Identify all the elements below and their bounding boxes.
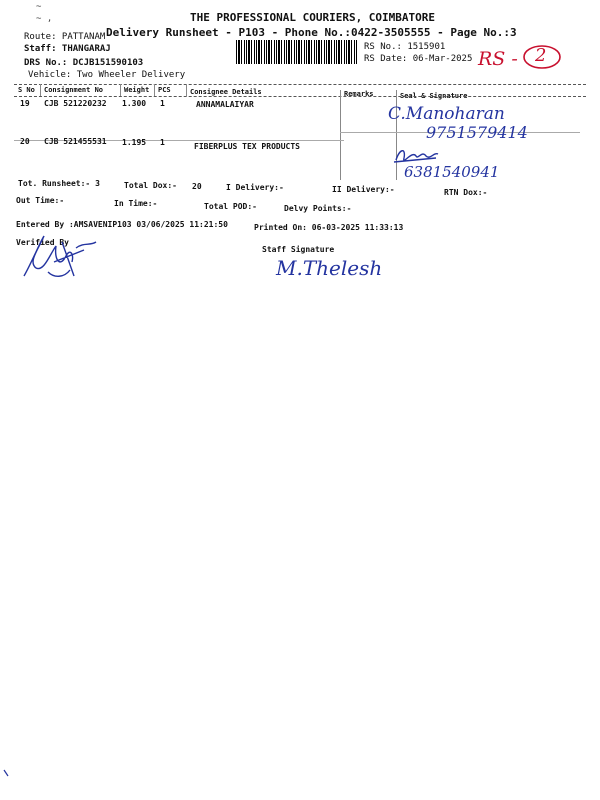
verified-by-label: Verified By (16, 238, 69, 247)
col-separator (186, 84, 187, 96)
col-header-consignment: Consignment No (44, 86, 104, 94)
handwritten-phone-2: 6381540941 (404, 163, 500, 181)
rs-date: RS Date: 06-Mar-2025 (364, 54, 473, 64)
printed-on: Printed On: 06-03-2025 11:33:13 (254, 223, 404, 232)
table-header-rule (14, 96, 586, 97)
runsheet-title: Delivery Runsheet - P103 - Phone No.:0422-3505555 - Page No.:3 (106, 26, 517, 39)
col-header-sno: S No (18, 86, 35, 94)
stray-mark-2: ~ , (36, 14, 53, 24)
row-consignment: CJB 521455531 (44, 137, 107, 146)
col-header-weight: Weight (124, 86, 150, 94)
handwritten-phone-1: 9751579414 (426, 123, 528, 142)
i-delivery-label: I Delivery:- (226, 183, 284, 192)
staff-label: Staff: THANGARAJ (24, 44, 111, 54)
row-consignee: ANNAMALAIYAR (196, 100, 254, 109)
col-header-pcs: PCS (158, 86, 171, 94)
staff-signature-label: Staff Signature (262, 245, 335, 254)
stray-mark-1: ~ (36, 2, 42, 12)
handwritten-recipient-name: C.Manoharan (388, 104, 505, 124)
row-sno: 20 (20, 137, 30, 146)
row-pcs: 1 (160, 138, 165, 147)
col-header-remarks: Remarks (344, 90, 374, 98)
scan-mark-icon (2, 768, 12, 778)
row-weight: 1.300 (122, 99, 147, 108)
row-sno: 19 (20, 99, 30, 108)
row-weight: 1.195 (122, 138, 147, 147)
total-runsheet: Tot. Runsheet:- 3 (18, 179, 100, 188)
col-separator (120, 84, 121, 96)
drs-number: DRS No.: DCJB151590103 (24, 58, 144, 68)
col-header-consignee: Consignee Details (190, 88, 262, 96)
entered-by: Entered By :AMSAVENIP103 03/06/2025 11:21:50 (16, 220, 228, 229)
route-label: Route: PATTANAM (24, 32, 106, 42)
vehicle-label: Vehicle: Two Wheeler Delivery (28, 70, 186, 80)
total-dox-value: 20 (192, 182, 202, 191)
col-separator (40, 84, 41, 96)
total-pod-label: Total POD:- (204, 202, 257, 211)
company-title: THE PROFESSIONAL COURIERS, COIMBATORE (190, 11, 436, 24)
col-separator (154, 84, 155, 96)
in-time-label: In Time:- (114, 199, 158, 208)
col-separator (340, 90, 341, 180)
row-consignee: FIBERPLUS TEX PRODUCTS (194, 142, 300, 151)
rtn-dox-label: RTN Dox:- (444, 188, 488, 197)
total-dox-label: Total Dox:- (124, 181, 177, 190)
handwritten-staff-signature: M.Thelesh (276, 256, 383, 280)
col-header-seal: Seal & Signature (400, 92, 468, 100)
ii-delivery-label: II Delivery:- (332, 185, 395, 194)
delvy-points-label: Delvy Points:- (284, 204, 352, 213)
rs-number: RS No.: 1515901 (364, 42, 446, 52)
handwritten-rs-circled-number: 2 (535, 45, 547, 66)
verifier-signature-icon (14, 232, 114, 282)
row-consignment: CJB 521220232 (44, 99, 107, 108)
out-time-label: Out Time:- (16, 196, 65, 205)
handwritten-rs-note: RS - (478, 48, 518, 70)
row-pcs: 1 (160, 99, 165, 108)
barcode-image (236, 40, 358, 64)
table-top-rule (14, 84, 586, 85)
